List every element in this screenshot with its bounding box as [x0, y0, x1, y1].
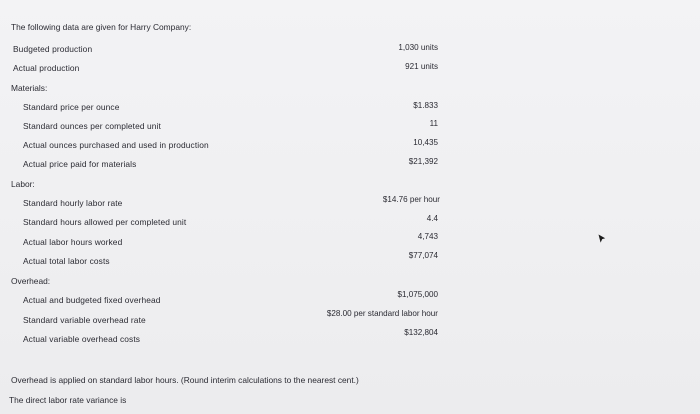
labor-item-value: 4,743	[417, 232, 438, 241]
intro-text: The following data are given for Harry Company:	[11, 22, 192, 32]
budgeted-production-label: Budgeted production	[13, 44, 93, 54]
labor-item-value: $14.76 per hour	[382, 195, 440, 204]
labor-item-label: Actual total labor costs	[23, 256, 110, 266]
actual-production-value: 921 units	[405, 62, 438, 71]
materials-item-label: Standard ounces per completed unit	[23, 121, 161, 131]
labor-item-label: Actual labor hours worked	[23, 237, 123, 247]
overhead-item-value: $1,075,000	[397, 290, 438, 299]
overhead-item-label: Actual variable overhead costs	[23, 334, 141, 344]
mouse-cursor-icon	[598, 234, 606, 244]
overhead-heading: Overhead:	[11, 276, 51, 286]
overhead-item-value: $132,804	[404, 328, 438, 337]
labor-item-label: Standard hourly labor rate	[23, 198, 123, 208]
labor-item-value: $77,074	[408, 251, 438, 260]
materials-item-label: Actual ounces purchased and used in production	[23, 140, 209, 150]
materials-item-value: $1.833	[413, 101, 438, 110]
labor-item-label: Standard hours allowed per completed unit	[23, 217, 187, 227]
materials-item-value: 10,435	[413, 138, 438, 147]
overhead-note: Overhead is applied on standard labor hours. (Round interim calculations to the nearest cent.)	[11, 375, 359, 385]
labor-item-value: 4.4	[426, 214, 438, 223]
labor-heading: Labor:	[11, 179, 35, 189]
budgeted-production-value: 1,030 units	[398, 43, 438, 52]
actual-production-label: Actual production	[13, 63, 80, 73]
materials-item-value: 11	[429, 119, 438, 128]
overhead-item-label: Standard variable overhead rate	[23, 315, 146, 325]
overhead-item-value: $28.00 per standard labor hour	[326, 309, 438, 318]
materials-heading: Materials:	[11, 83, 48, 93]
materials-item-label: Standard price per ounce	[23, 102, 120, 112]
materials-item-value: $21,392	[408, 157, 438, 166]
question-text: The direct labor rate variance is	[9, 395, 127, 405]
overhead-item-label: Actual and budgeted fixed overhead	[23, 295, 161, 305]
materials-item-label: Actual price paid for materials	[23, 159, 137, 169]
